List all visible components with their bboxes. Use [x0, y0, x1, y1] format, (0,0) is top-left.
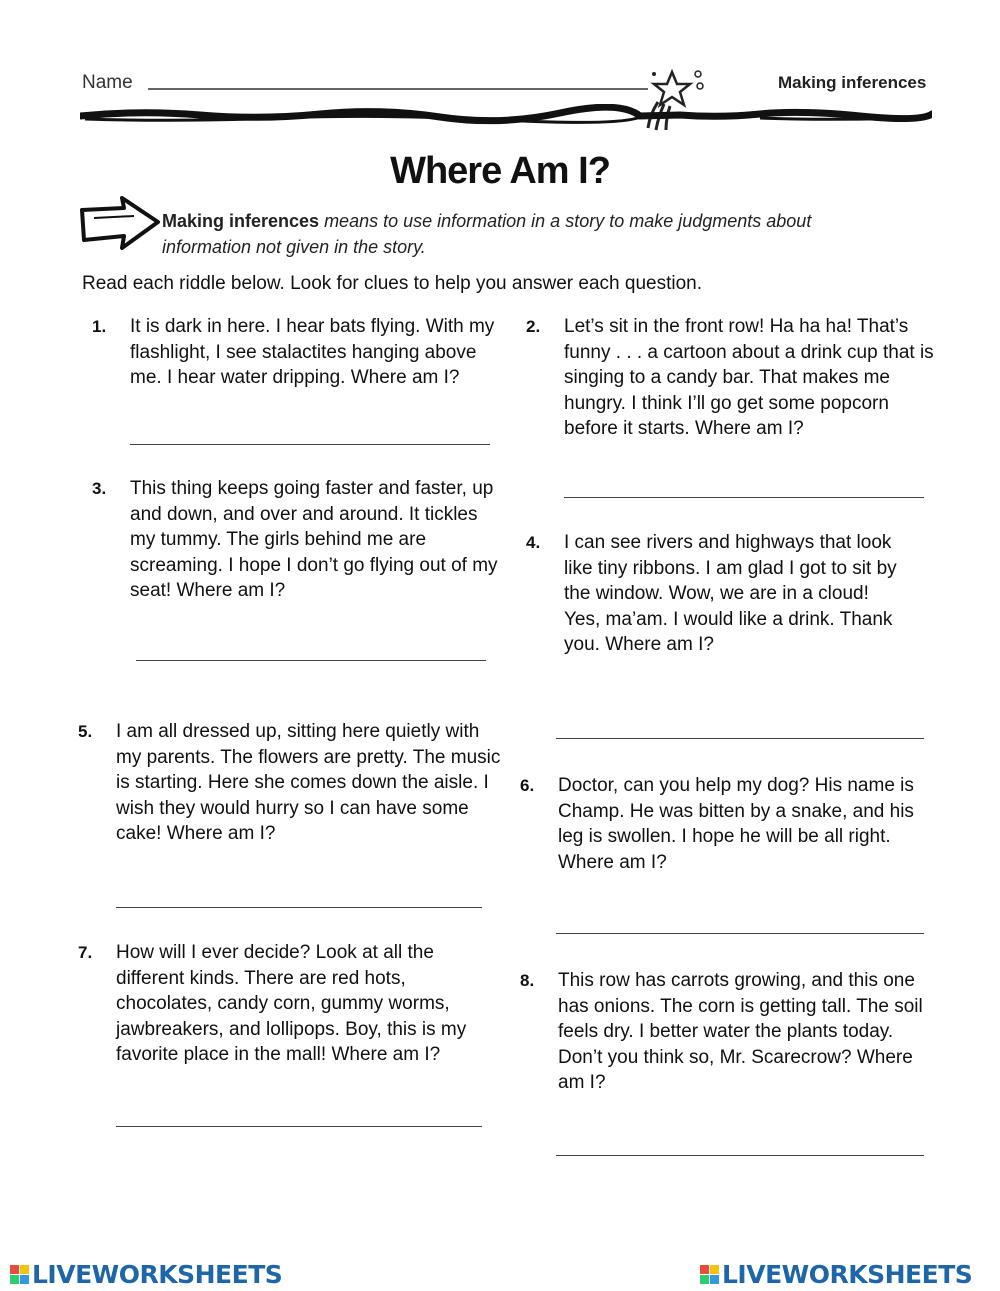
definition-term: Making inferences — [162, 211, 320, 231]
logo-text: LIVEWORKSHEETS — [722, 1259, 973, 1289]
riddle-6 — [520, 773, 928, 875]
riddle-text: I can see rivers and highways that look like tiny ribbons. I am glad I got to sit by the window. Wow, we are in a cloud! Yes, ma’am. I would like a drink. Thank you. Where am I? — [564, 532, 897, 655]
instructions: Read each riddle below. Look for clues to help you answer each question. — [82, 273, 703, 294]
name-input-line[interactable] — [148, 88, 648, 90]
riddle-8 — [520, 968, 928, 1096]
riddle-text: It is dark in here. I hear bats flying. With my flashlight, I see stalactites hanging above me. I hear water dripping. Where am I? — [130, 316, 495, 388]
name-label: Name — [82, 72, 133, 93]
riddle-text: I am all dressed up, sitting here quietly with my parents. The flowers are pretty. The music is starting. Here she comes down the aisle. I wish they would hurry so I can have some cake! Where am I? — [116, 721, 501, 844]
riddle-4 — [526, 530, 904, 658]
riddle-number: 4. — [526, 533, 541, 552]
definition-body: means to use information in a story to make judgments about information not given in the story. — [162, 211, 812, 257]
riddle-number: 1. — [92, 317, 107, 336]
logo-blocks-icon — [700, 1265, 719, 1284]
riddle-number: 8. — [520, 971, 535, 990]
riddle-number: 2. — [526, 317, 541, 336]
answer-line-8[interactable] — [556, 1155, 924, 1156]
riddle-text: This thing keeps going faster and faster, up and down, and over and around. It tickles my tummy. The girls behind me are screaming. I hope I don’t go flying out of my seat! Where am I? — [130, 478, 498, 601]
subject-label: Making inferences — [778, 73, 927, 92]
riddle-3 — [92, 476, 508, 604]
riddle-text: This row has carrots growing, and this one has onions. The corn is getting tall. The soil feels dry. I better water the plants today. Don’t you think so, Mr. Scarecrow? Where am I? — [558, 970, 923, 1093]
riddle-7 — [78, 940, 476, 1068]
answer-line-7[interactable] — [116, 1126, 482, 1127]
answer-line-6[interactable] — [556, 933, 924, 934]
riddle-1 — [92, 314, 510, 391]
logo-blocks-icon — [10, 1265, 29, 1284]
riddle-number: 7. — [78, 943, 93, 962]
liveworksheets-logo-left — [10, 1260, 282, 1288]
answer-line-2[interactable] — [564, 497, 924, 498]
page-title: Where Am I? — [390, 150, 610, 192]
arrow-right-icon — [78, 196, 162, 252]
riddle-text: Doctor, can you help my dog? His name is Champ. He was bitten by a snake, and his leg is swollen. I hope he will be all right. Where am I? — [558, 775, 914, 873]
riddle-text: How will I ever decide? Look at all the different kinds. There are red hots, chocolates, candy corn, gummy worms, jawbreakers, and lollipops. Boy, this is my favorite place in the mall! Where am I? — [116, 942, 467, 1065]
riddle-number: 5. — [78, 722, 93, 741]
riddle-number: 3. — [92, 479, 107, 498]
answer-line-3[interactable] — [136, 660, 486, 661]
header-divider — [80, 104, 932, 130]
riddle-number: 6. — [520, 776, 535, 795]
liveworksheets-logo-right — [700, 1260, 972, 1288]
answer-line-4[interactable] — [556, 738, 924, 739]
answer-line-5[interactable] — [116, 907, 482, 908]
definition-text — [162, 208, 902, 260]
riddle-text: Let’s sit in the front row! Ha ha ha! That’s funny . . . a cartoon about a drink cup that is singing to a candy bar. That makes me hungry. I think I’ll go get some popcorn before it starts. Where am I? — [564, 316, 934, 439]
logo-text: LIVEWORKSHEETS — [32, 1259, 283, 1289]
riddle-2 — [526, 314, 944, 442]
answer-line-1[interactable] — [130, 444, 490, 445]
riddle-5 — [78, 719, 501, 847]
